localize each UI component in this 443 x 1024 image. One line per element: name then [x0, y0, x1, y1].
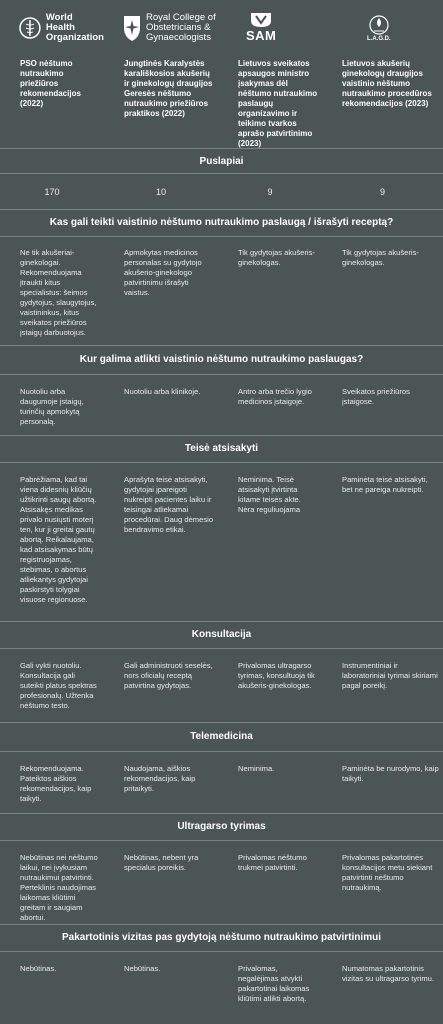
cell-lagd: Instrumentiniai ir laboratoriniai tyrimai skiriami pagal poreikį.: [342, 661, 438, 690]
cell-who: Nebūtinas.: [20, 964, 57, 973]
section-row: [0, 463, 443, 621]
cell-sam: Neminima. Teisė atsisakyti įtvirtinta kitame teisės akte. Nėra reguliuojama: [238, 475, 301, 514]
cell-who: Nuotoliu arba daugumoje įstaigų, turinčių apmokytą personalą.: [20, 387, 84, 426]
section-pages: [0, 151, 443, 209]
cell-sam: Neminima.: [238, 764, 275, 773]
section-row: [0, 237, 443, 345]
cell-lagd: Tik gydytojas akušeris-ginekologas.: [342, 248, 419, 267]
sam-logo: [218, 0, 322, 55]
section-row: [0, 174, 443, 209]
cell-who: Gali vykti nuotoliu. Konsultacija gali suteikti platus spektras profesionalų. Užtenka nėštumo testo.: [20, 661, 97, 710]
who-logo-line2: Organization: [45, 31, 104, 43]
header: [0, 0, 443, 148]
section-ultrasound: [0, 814, 443, 924]
cell-sam: Tik gydytojas akušeris-ginekologas.: [238, 248, 315, 267]
section-who-can-provide: [0, 210, 443, 345]
section-row: [0, 649, 443, 722]
cell-rcog: Gali administruoti seselės, nors oficialų receptą patvirtina gydytojas.: [124, 661, 213, 690]
rcog-logo: [104, 0, 218, 55]
section-row: [0, 952, 443, 1004]
cell-who: Ne tik akušeriai-ginekologai. Rekomenduojama įtraukti kitus specialistus: šeimos gydytojus, slaugytojus, vaistininkus, kitus sveikatos priežiūros įstaigų darbuotojus.: [20, 248, 97, 337]
cell-lagd: Sveikatos priežiūros įstaigose.: [342, 387, 410, 406]
page-count-who: 170: [44, 186, 60, 197]
cell-lagd: Numatomas pakartotinis vizitas su ultragarso tyrimu.: [342, 964, 434, 983]
lagd-logo: [322, 0, 443, 55]
source-row: [0, 55, 443, 149]
section-title: Teisė atsisakyti: [184, 443, 259, 454]
section-title: Kur galima atlikti vaistinio nėštumo nutraukimo paslaugas?: [79, 354, 364, 365]
section-follow-up: [0, 925, 443, 1004]
source-who: PSO nėštumo nutraukimo priežiūros rekomendacijos (2022): [20, 59, 81, 108]
cell-sam: Privalomas ultragarso tyrimas, konsultuoja tik akušeris-ginekologas.: [238, 661, 315, 690]
cell-lagd: Paminėta teisė atsisakyti, bet ne pareiga nukreipti.: [342, 475, 428, 494]
rcog-logo-line1: Royal College of: [146, 11, 216, 23]
cell-rcog: Aprašyta teisė atsisakyti, gydytojai įpareigoti nukreipti pacientes laiku ir teisingai atliekamai procedūrai. Daug dėmesio bendravimo etikai.: [124, 475, 214, 534]
source-lagd: Lietuvos akušerių ginekologų draugijos vaistinio nėštumo nutraukimo procedūros rekomendacijos (2023): [342, 59, 432, 108]
cell-who: Rekomenduojama. Pateiktos aiškios rekomendacijos, kaip taikyti.: [20, 764, 92, 803]
section-title: Kas gali teikti vaistinio nėštumo nutraukimo paslaugą / išrašyti receptą?: [49, 217, 394, 228]
section-telemedicine: [0, 723, 443, 813]
logo-row: [0, 0, 443, 55]
cell-who: Pabrėžiama, kad tai viena didesnių kliūčių užtikrinti saugų abortą. Atsisakęs medikas privalo nusiųsti moterį ten, kur ji greitai gautų abortą. Reikalaujama, kad atsisakymas būtų registruojamas, stebimas, o abortus atliekantys gydytojai paskirstyti tolygiai visuose regionuose.: [20, 475, 97, 604]
sam-emblem-icon: [250, 12, 272, 28]
section-title: Puslapiai: [199, 156, 244, 167]
cell-sam: Privalomas nėštumo trukmei patvirtinti.: [238, 853, 307, 872]
section-row: [0, 752, 443, 813]
section-title: Konsultacija: [191, 629, 252, 640]
section-where: [0, 346, 443, 435]
rcog-logo-line3: Gynaecologists: [146, 31, 211, 43]
lagd-emblem-icon: [368, 14, 390, 36]
section-title: Ultragarso tyrimas: [177, 821, 266, 832]
cell-rcog: Nuotoliu arba klinikoje.: [124, 387, 201, 396]
section-consultation: [0, 622, 443, 722]
rcog-shield-icon: [122, 14, 142, 42]
cell-lagd: Paminėta be nurodymo, kaip taikyti.: [342, 764, 439, 783]
page-count-rcog: 10: [155, 186, 166, 197]
section-row: [0, 841, 443, 924]
source-rcog: Jungtinės Karalystės karališkosios akušerių ir ginekologų draugijos Geresės nėštumo nutraukimo priežiūros praktikos (2022): [124, 59, 213, 118]
cell-rcog: Nebūtinas.: [124, 964, 161, 973]
cell-sam: Antro arba trečio lygio medicinos įstaigoje.: [238, 387, 312, 406]
cell-rcog: Nebūtinas, nebent yra specialus poreikis.: [124, 853, 199, 872]
cell-rcog: Apmokytas medicinos personalas su gydytojo akušerio-ginekologo patvirtinimu išrašyti vaistus.: [124, 248, 202, 297]
cell-lagd: Privalomas pakartotinės konsultacijos metu siekiant patvirtinti nėštumo nutraukimą.: [342, 853, 433, 892]
page-count-sam: 9: [267, 186, 273, 197]
who-logo-line1: World Health: [45, 11, 75, 33]
cell-who: Nebūtinas nei nėštumo laikui, nei įvykusiam nutraukimui patvirtinti. Perteklinis naudojimas laikomas kliūtimi greitam ir saugiam abortui.: [20, 853, 98, 922]
page-count-lagd: 9: [379, 186, 385, 197]
section-title: Telemedicina: [190, 731, 253, 742]
rcog-logo-line2: Obstetricians &: [146, 21, 211, 33]
who-emblem-icon: [18, 16, 42, 40]
cell-sam: Privalomas, negalėjimas atvykti pakartotinai laikomas kliūtimi atlikti abortą.: [238, 964, 310, 1003]
lagd-logo-text: L.A.G.D.: [367, 35, 391, 42]
section-row: [0, 375, 443, 435]
sam-logo-text: SAM: [246, 28, 277, 43]
who-logo: [0, 0, 104, 55]
cell-rcog: Naudojama, aiškios rekomendacijos, kaip pritaikyti.: [124, 764, 196, 793]
section-refusal: [0, 436, 443, 621]
source-sam: Lietuvos sveikatos apsaugos ministro įsakymas dėl nėštumo nutraukimo paslaugų organizavimo ir teikimo tvarkos aprašo patvirtinimo (2023): [238, 59, 318, 148]
section-title: Pakartotinis vizitas pas gydytoją nėštumo nutraukimo patvirtinimui: [62, 932, 381, 943]
